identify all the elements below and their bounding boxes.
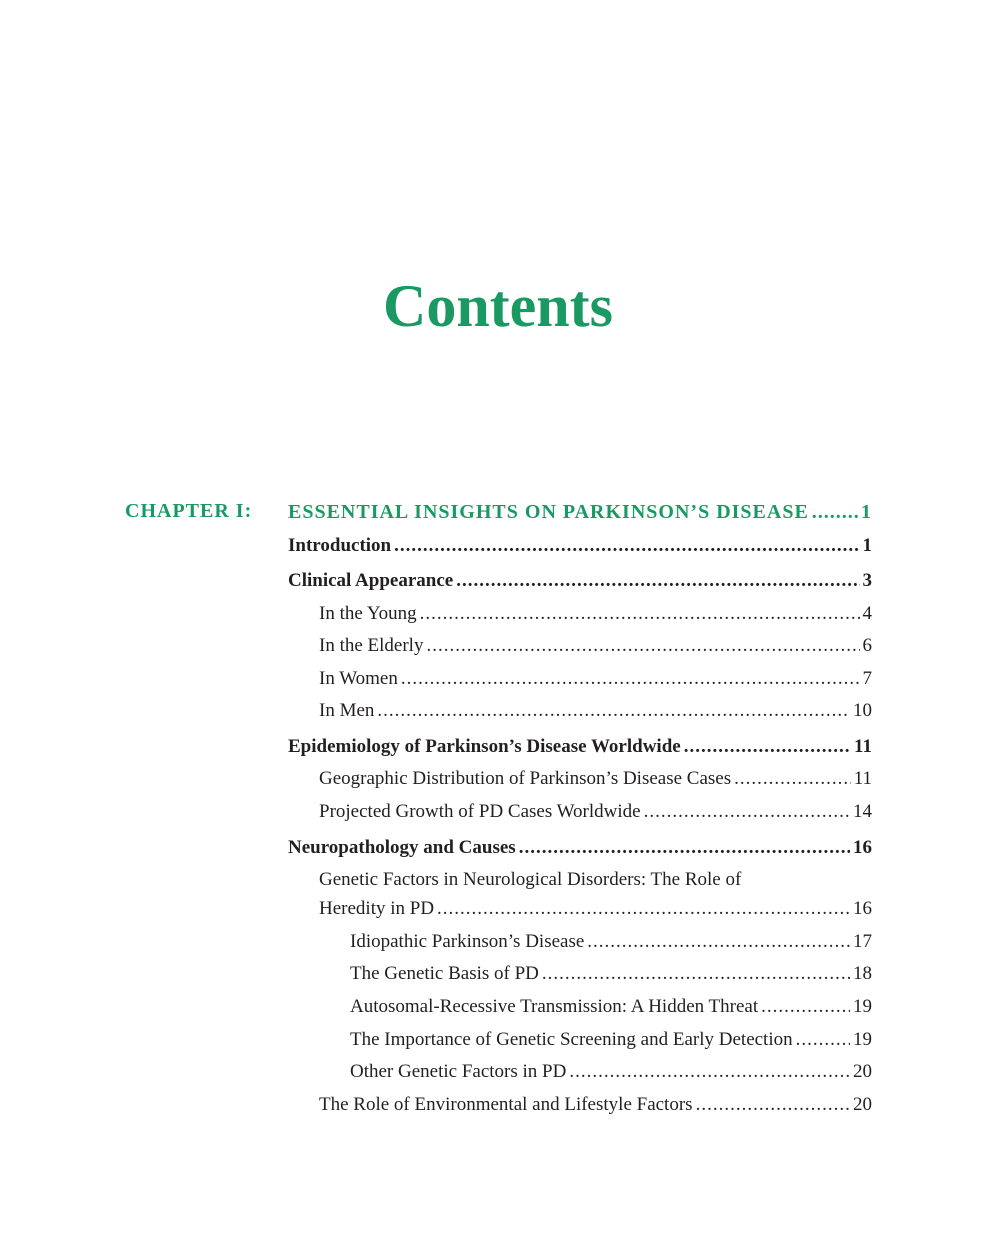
toc-title: Clinical Appearance: [288, 570, 454, 591]
dot-leader: [569, 1060, 850, 1084]
toc-entry[interactable]: [350, 962, 872, 986]
toc-page: 3: [862, 570, 872, 591]
dot-leader: [796, 1028, 850, 1052]
dot-leader: [644, 800, 850, 824]
toc-entry[interactable]: [319, 634, 872, 658]
toc-entry[interactable]: [288, 569, 872, 593]
toc-entry[interactable]: [350, 1028, 872, 1052]
toc-page: 16: [853, 898, 872, 919]
toc-entry[interactable]: [319, 1093, 872, 1117]
toc-title: ESSENTIAL INSIGHTS ON PARKINSON’S DISEASE: [288, 501, 809, 523]
dot-leader: [377, 699, 850, 723]
dot-leader: [420, 602, 860, 626]
toc-title: The Role of Environmental and Lifestyle Factors: [319, 1094, 693, 1115]
toc-page: 18: [853, 963, 872, 984]
toc-entry[interactable]: [350, 1060, 872, 1084]
toc-page: 7: [862, 668, 872, 689]
toc-entry[interactable]: [288, 735, 872, 759]
chapter-label: CHAPTER I:: [125, 500, 253, 522]
toc-title: In Women: [319, 668, 398, 689]
dot-leader: [437, 897, 850, 921]
toc-page: 11: [853, 768, 872, 789]
toc-entry[interactable]: [319, 767, 872, 791]
dot-leader: [426, 634, 859, 658]
toc-page: 1: [862, 535, 872, 556]
toc-entry[interactable]: [350, 995, 872, 1019]
toc-title: Heredity in PD: [319, 898, 435, 919]
toc-title: The Genetic Basis of PD: [350, 963, 539, 984]
dot-leader: [519, 836, 850, 860]
dot-leader: [734, 767, 851, 791]
toc-title: Neuropathology and Causes: [288, 837, 516, 858]
toc-page: 16: [853, 837, 872, 858]
toc-title: Introduction: [288, 535, 392, 556]
dot-leader: [696, 1093, 850, 1117]
toc-page: 4: [862, 603, 872, 624]
toc-title: Projected Growth of PD Cases Worldwide: [319, 801, 641, 822]
toc-entry[interactable]: [319, 699, 872, 723]
toc-title: In the Elderly: [319, 635, 424, 656]
toc-page: 20: [853, 1061, 872, 1082]
toc-entry[interactable]: [350, 930, 872, 954]
toc-entry[interactable]: [319, 667, 872, 691]
toc-page: 1: [861, 501, 872, 523]
toc-title: In the Young: [319, 603, 417, 624]
toc-title-line1[interactable]: Genetic Factors in Neurological Disorders: The Role of: [319, 869, 742, 890]
toc-entry[interactable]: [319, 602, 872, 626]
dot-leader: [394, 534, 859, 558]
toc-page: 11: [854, 736, 872, 757]
toc-title: Autosomal-Recessive Transmission: A Hidden Threat: [350, 996, 759, 1017]
toc-page: 10: [853, 700, 872, 721]
dot-leader: [542, 962, 850, 986]
toc-page: 6: [862, 635, 872, 656]
toc-title: In Men: [319, 700, 375, 721]
toc-page: 19: [853, 996, 872, 1017]
dot-leader: [456, 569, 859, 593]
toc-entry[interactable]: [319, 800, 872, 824]
toc-title: Epidemiology of Parkinson’s Disease Worldwide: [288, 736, 681, 757]
dot-leader: [587, 930, 850, 954]
toc-entry[interactable]: [319, 897, 872, 921]
toc-title: Other Genetic Factors in PD: [350, 1061, 567, 1082]
toc-title: The Importance of Genetic Screening and Early Detection: [350, 1029, 793, 1050]
dot-leader: [401, 667, 860, 691]
page-title: Contents: [382, 273, 613, 339]
toc-chapter-entry[interactable]: [288, 500, 872, 524]
toc-entry[interactable]: [288, 534, 872, 558]
dot-leader: [684, 735, 851, 759]
dot-leader: [812, 500, 858, 524]
toc-page: 14: [853, 801, 872, 822]
dot-leader: [761, 995, 850, 1019]
toc-title: Geographic Distribution of Parkinson’s Disease Cases: [319, 768, 732, 789]
toc-entry[interactable]: [288, 836, 872, 860]
toc-page: 20: [853, 1094, 872, 1115]
toc-page: 19: [853, 1029, 872, 1050]
toc-page: 17: [853, 931, 872, 952]
toc-title: Idiopathic Parkinson’s Disease: [350, 931, 585, 952]
